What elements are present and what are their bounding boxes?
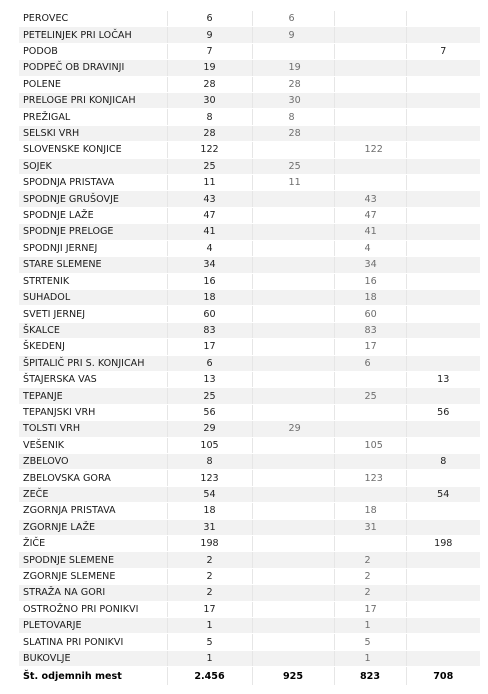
table-row <box>19 470 480 486</box>
column-3-count-cell: 6 <box>334 355 406 371</box>
column-2-count-cell <box>252 207 334 223</box>
column-2-count-cell <box>252 634 334 650</box>
total-count-cell: 18 <box>167 289 252 305</box>
settlement-name-cell: PODPEČ OB DRAVINJI <box>19 60 167 76</box>
table-row <box>19 240 480 256</box>
settlement-name-cell: STRTENIK <box>19 273 167 289</box>
column-2-count-cell: 11 <box>252 175 334 191</box>
total-count-cell: 31 <box>167 519 252 535</box>
total-count-cell: 4 <box>167 240 252 256</box>
settlement-name-cell: SPODNJE LAŽE <box>19 207 167 223</box>
column-4-count-cell <box>406 273 480 289</box>
total-count-cell: 34 <box>167 257 252 273</box>
total-count-cell: 25 <box>167 388 252 404</box>
total-count-cell: 8 <box>167 453 252 469</box>
column-2-count-cell: 30 <box>252 93 334 109</box>
settlement-name-cell: PREŽIGAL <box>19 109 167 125</box>
settlement-name-cell: ZEČE <box>19 486 167 502</box>
settlements-table <box>19 11 480 686</box>
column-4-total-value: 708 <box>406 667 480 686</box>
column-3-count-cell: 123 <box>334 470 406 486</box>
column-4-count-cell <box>406 519 480 535</box>
total-count-cell: 123 <box>167 470 252 486</box>
table-row <box>19 224 480 240</box>
settlement-name-cell: ZGORNJA PRISTAVA <box>19 503 167 519</box>
settlement-name-cell: SPODNJI JERNEJ <box>19 240 167 256</box>
column-3-count-cell: 43 <box>334 191 406 207</box>
settlement-name-cell: ŽIČE <box>19 536 167 552</box>
table-row <box>19 453 480 469</box>
settlement-name-cell: TEPANJE <box>19 388 167 404</box>
settlement-name-cell: SPODNJE SLEMENE <box>19 552 167 568</box>
column-2-count-cell <box>252 552 334 568</box>
column-2-total-value: 925 <box>252 667 334 686</box>
column-2-count-cell: 8 <box>252 109 334 125</box>
table-row <box>19 339 480 355</box>
column-3-count-cell <box>334 158 406 174</box>
column-4-count-cell <box>406 322 480 338</box>
column-4-count-cell <box>406 142 480 158</box>
settlement-name-cell: SPODNJE GRUŠOVJE <box>19 191 167 207</box>
column-3-count-cell <box>334 175 406 191</box>
table-row <box>19 191 480 207</box>
total-count-cell: 11 <box>167 175 252 191</box>
column-3-count-cell: 2 <box>334 585 406 601</box>
total-count-cell: 1 <box>167 650 252 666</box>
column-4-count-cell <box>406 601 480 617</box>
total-count-cell: 6 <box>167 355 252 371</box>
column-2-count-cell <box>252 519 334 535</box>
column-2-count-cell <box>252 322 334 338</box>
column-4-count-cell <box>406 240 480 256</box>
column-3-count-cell <box>334 371 406 387</box>
column-4-count-cell <box>406 175 480 191</box>
column-2-count-cell <box>252 191 334 207</box>
column-2-count-cell <box>252 568 334 584</box>
column-3-count-cell: 1 <box>334 650 406 666</box>
settlement-name-cell: ŠPITALIČ PRI S. KONJICAH <box>19 355 167 371</box>
column-3-count-cell: 34 <box>334 257 406 273</box>
settlement-name-cell: VEŠENIK <box>19 437 167 453</box>
column-2-count-cell <box>252 453 334 469</box>
table-row <box>19 289 480 305</box>
column-2-count-cell: 28 <box>252 76 334 92</box>
column-4-count-cell <box>406 257 480 273</box>
column-4-count-cell: 54 <box>406 486 480 502</box>
total-count-cell: 83 <box>167 322 252 338</box>
total-count-cell: 60 <box>167 306 252 322</box>
column-3-count-cell <box>334 76 406 92</box>
table-row <box>19 519 480 535</box>
column-2-count-cell <box>252 257 334 273</box>
column-3-count-cell <box>334 453 406 469</box>
total-count-cell: 2 <box>167 552 252 568</box>
total-count-cell: 7 <box>167 43 252 59</box>
table-row <box>19 207 480 223</box>
column-3-count-cell: 16 <box>334 273 406 289</box>
column-2-count-cell <box>252 585 334 601</box>
column-3-count-cell <box>334 60 406 76</box>
column-4-count-cell <box>406 503 480 519</box>
total-count-cell: 47 <box>167 207 252 223</box>
column-3-count-cell: 105 <box>334 437 406 453</box>
column-4-count-cell <box>406 109 480 125</box>
column-4-count-cell <box>406 27 480 43</box>
column-4-count-cell: 8 <box>406 453 480 469</box>
table-row <box>19 175 480 191</box>
column-4-count-cell <box>406 437 480 453</box>
table-row <box>19 27 480 43</box>
column-4-count-cell <box>406 158 480 174</box>
column-2-count-cell <box>252 503 334 519</box>
column-3-count-cell: 83 <box>334 322 406 338</box>
table-row <box>19 355 480 371</box>
column-4-count-cell <box>406 650 480 666</box>
column-4-count-cell <box>406 421 480 437</box>
column-4-count-cell <box>406 634 480 650</box>
column-3-count-cell <box>334 486 406 502</box>
total-count-cell: 54 <box>167 486 252 502</box>
column-2-count-cell <box>252 388 334 404</box>
column-2-count-cell <box>252 43 334 59</box>
column-2-count-cell <box>252 470 334 486</box>
table-row <box>19 371 480 387</box>
table-row <box>19 503 480 519</box>
column-2-count-cell <box>252 618 334 634</box>
total-count-cell: 43 <box>167 191 252 207</box>
table-row <box>19 568 480 584</box>
settlement-name-cell: STARE SLEMENE <box>19 257 167 273</box>
settlement-name-cell: ŠKALCE <box>19 322 167 338</box>
column-2-count-cell <box>252 240 334 256</box>
settlement-name-cell: ZGORNJE LAŽE <box>19 519 167 535</box>
totals-row <box>19 667 480 686</box>
column-3-count-cell: 122 <box>334 142 406 158</box>
settlement-name-cell: PETELINJEK PRI LOČAH <box>19 27 167 43</box>
settlement-name-cell: SUHADOL <box>19 289 167 305</box>
column-4-count-cell <box>406 76 480 92</box>
total-count-cell: 56 <box>167 404 252 420</box>
settlement-name-cell: TEPANJSKI VRH <box>19 404 167 420</box>
table-row <box>19 273 480 289</box>
column-4-count-cell <box>406 585 480 601</box>
total-count-cell: 41 <box>167 224 252 240</box>
total-count-cell: 1 <box>167 618 252 634</box>
table-row <box>19 43 480 59</box>
table-row <box>19 404 480 420</box>
table-row <box>19 257 480 273</box>
total-count-cell: 13 <box>167 371 252 387</box>
column-2-count-cell: 9 <box>252 27 334 43</box>
column-2-count-cell <box>252 273 334 289</box>
table-row <box>19 109 480 125</box>
column-3-count-cell <box>334 404 406 420</box>
column-3-count-cell: 2 <box>334 552 406 568</box>
column-2-count-cell: 28 <box>252 125 334 141</box>
column-4-count-cell <box>406 93 480 109</box>
settlement-name-cell: SLOVENSKE KONJICE <box>19 142 167 158</box>
column-4-count-cell: 56 <box>406 404 480 420</box>
settlement-name-cell: ŠKEDENJ <box>19 339 167 355</box>
column-3-count-cell <box>334 421 406 437</box>
column-2-count-cell <box>252 306 334 322</box>
table-row <box>19 437 480 453</box>
table-row <box>19 536 480 552</box>
table-row <box>19 634 480 650</box>
total-count-cell: 2 <box>167 568 252 584</box>
table-row <box>19 142 480 158</box>
totals-label: Št. odjemnih mest <box>19 667 167 686</box>
column-3-count-cell: 60 <box>334 306 406 322</box>
total-count-cell: 18 <box>167 503 252 519</box>
grand-total-value: 2.456 <box>167 667 252 686</box>
total-count-cell: 17 <box>167 339 252 355</box>
column-3-count-cell: 25 <box>334 388 406 404</box>
column-2-count-cell <box>252 142 334 158</box>
table-row <box>19 322 480 338</box>
total-count-cell: 28 <box>167 125 252 141</box>
settlement-name-cell: SVETI JERNEJ <box>19 306 167 322</box>
settlement-name-cell: ZBELOVO <box>19 453 167 469</box>
total-count-cell: 5 <box>167 634 252 650</box>
total-count-cell: 28 <box>167 76 252 92</box>
column-3-count-cell <box>334 125 406 141</box>
total-count-cell: 105 <box>167 437 252 453</box>
column-3-count-cell: 4 <box>334 240 406 256</box>
column-2-count-cell: 6 <box>252 11 334 27</box>
total-count-cell: 8 <box>167 109 252 125</box>
total-count-cell: 122 <box>167 142 252 158</box>
column-2-count-cell <box>252 536 334 552</box>
column-3-count-cell: 18 <box>334 503 406 519</box>
settlement-name-cell: ZBELOVSKA GORA <box>19 470 167 486</box>
column-2-count-cell <box>252 404 334 420</box>
column-4-count-cell <box>406 388 480 404</box>
column-3-count-cell: 5 <box>334 634 406 650</box>
settlement-name-cell: SOJEK <box>19 158 167 174</box>
column-3-count-cell: 17 <box>334 601 406 617</box>
column-2-count-cell <box>252 289 334 305</box>
column-3-count-cell: 18 <box>334 289 406 305</box>
settlement-name-cell: SELSKI VRH <box>19 125 167 141</box>
column-2-count-cell <box>252 601 334 617</box>
column-2-count-cell <box>252 437 334 453</box>
column-2-count-cell <box>252 371 334 387</box>
total-count-cell: 198 <box>167 536 252 552</box>
column-4-count-cell <box>406 568 480 584</box>
column-3-count-cell <box>334 93 406 109</box>
settlement-name-cell: PODOB <box>19 43 167 59</box>
settlement-name-cell: PRELOGE PRI KONJICAH <box>19 93 167 109</box>
table-row <box>19 158 480 174</box>
column-3-count-cell <box>334 536 406 552</box>
column-2-count-cell <box>252 355 334 371</box>
table-row <box>19 11 480 27</box>
column-2-count-cell <box>252 486 334 502</box>
column-4-count-cell <box>406 552 480 568</box>
settlement-name-cell: PLETOVARJE <box>19 618 167 634</box>
column-4-count-cell <box>406 355 480 371</box>
settlement-name-cell: TOLSTI VRH <box>19 421 167 437</box>
total-count-cell: 2 <box>167 585 252 601</box>
settlement-name-cell: SLATINA PRI PONIKVI <box>19 634 167 650</box>
table-row <box>19 306 480 322</box>
column-4-count-cell <box>406 224 480 240</box>
table-row <box>19 618 480 634</box>
column-4-count-cell: 7 <box>406 43 480 59</box>
total-count-cell: 6 <box>167 11 252 27</box>
total-count-cell: 25 <box>167 158 252 174</box>
total-count-cell: 17 <box>167 601 252 617</box>
column-3-count-cell: 1 <box>334 618 406 634</box>
total-count-cell: 16 <box>167 273 252 289</box>
column-4-count-cell <box>406 11 480 27</box>
settlement-name-cell: ZGORNJE SLEMENE <box>19 568 167 584</box>
column-4-count-cell <box>406 306 480 322</box>
column-2-count-cell: 25 <box>252 158 334 174</box>
column-4-count-cell <box>406 339 480 355</box>
settlement-name-cell: POLENE <box>19 76 167 92</box>
column-3-count-cell <box>334 11 406 27</box>
table-row <box>19 125 480 141</box>
table-row <box>19 585 480 601</box>
table-row <box>19 650 480 666</box>
column-4-count-cell: 198 <box>406 536 480 552</box>
table-row <box>19 421 480 437</box>
column-3-count-cell <box>334 43 406 59</box>
column-4-count-cell: 13 <box>406 371 480 387</box>
column-3-count-cell: 41 <box>334 224 406 240</box>
column-4-count-cell <box>406 470 480 486</box>
settlement-name-cell: STRAŽA NA GORI <box>19 585 167 601</box>
total-count-cell: 29 <box>167 421 252 437</box>
table-row <box>19 486 480 502</box>
column-3-count-cell: 17 <box>334 339 406 355</box>
settlement-name-cell: SPODNJA PRISTAVA <box>19 175 167 191</box>
total-count-cell: 9 <box>167 27 252 43</box>
table-row <box>19 601 480 617</box>
column-2-count-cell <box>252 224 334 240</box>
column-4-count-cell <box>406 60 480 76</box>
settlement-name-cell: SPODNJE PRELOGE <box>19 224 167 240</box>
column-3-count-cell <box>334 27 406 43</box>
column-4-count-cell <box>406 125 480 141</box>
column-2-count-cell: 29 <box>252 421 334 437</box>
column-2-count-cell <box>252 650 334 666</box>
settlement-name-cell: ŠTAJERSKA VAS <box>19 371 167 387</box>
settlement-name-cell: OSTROŽNO PRI PONIKVI <box>19 601 167 617</box>
settlement-name-cell: BUKOVLJE <box>19 650 167 666</box>
column-2-count-cell: 19 <box>252 60 334 76</box>
column-4-count-cell <box>406 618 480 634</box>
column-3-count-cell: 31 <box>334 519 406 535</box>
column-4-count-cell <box>406 207 480 223</box>
table-row <box>19 76 480 92</box>
column-3-total-value: 823 <box>334 667 406 686</box>
table-row <box>19 552 480 568</box>
column-3-count-cell: 47 <box>334 207 406 223</box>
column-4-count-cell <box>406 289 480 305</box>
total-count-cell: 30 <box>167 93 252 109</box>
total-count-cell: 19 <box>167 60 252 76</box>
settlement-name-cell: PEROVEC <box>19 11 167 27</box>
column-4-count-cell <box>406 191 480 207</box>
column-2-count-cell <box>252 339 334 355</box>
column-3-count-cell <box>334 109 406 125</box>
table-row <box>19 60 480 76</box>
column-3-count-cell: 2 <box>334 568 406 584</box>
table-body <box>19 11 480 686</box>
table-row <box>19 93 480 109</box>
table-row <box>19 388 480 404</box>
